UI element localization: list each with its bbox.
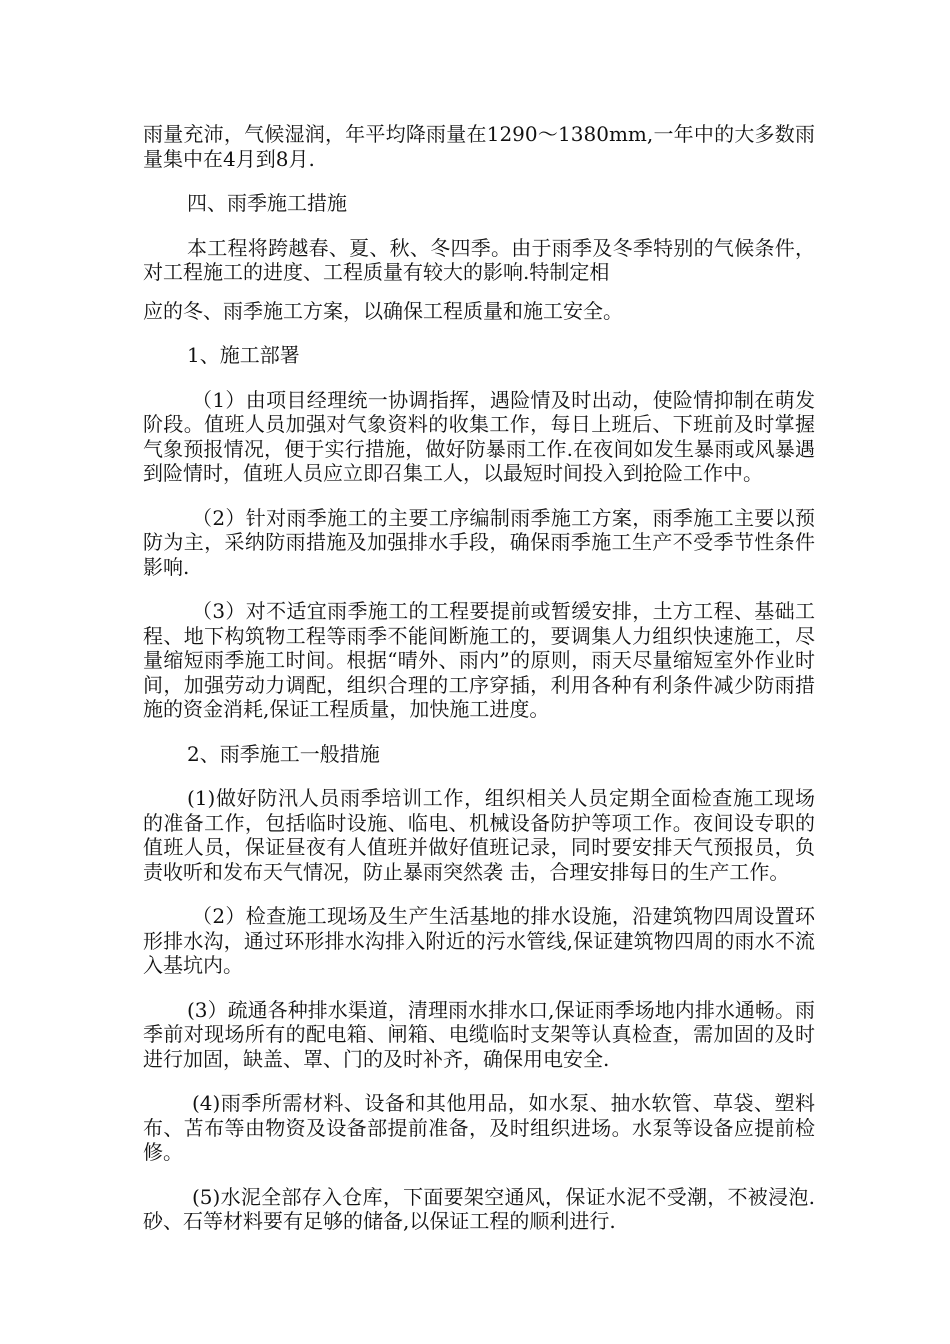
paragraph-deployment-1: （1）由项目经理统一协调指挥，遇险情及时出动，使险情抑制在萌发阶段。值班人员加强对气象资料的收集工作，每日上班后、下班前及时掌握气象预报情况，便于实行措施，做好防暴雨工作.在夜间如发生暴雨或风暴遇到险情时，值班人员应立即召集工人，以最短时间投入到抢险工作中。: [143, 387, 815, 485]
section-heading-rainy-season-measures: 四、雨季施工措施: [187, 191, 347, 215]
paragraph-climate: 雨量充沛，气候湿润，年平均降雨量在1290～1380mm,一年中的大多数雨量集中在4月到8月.: [143, 122, 815, 171]
paragraph-measure-4: (4)雨季所需材料、设备和其他用品，如水泵、抽水软管、草袋、塑料布、苫布等由物资及设备部提前准备，及时组织进场。水泵等设备应提前检修。: [143, 1091, 815, 1164]
paragraph-measure-1: (1)做好防汛人员雨季培训工作，组织相关人员定期全面检查施工现场的准备工作，包括临时设施、临电、机械设备防护等项工作。夜间设专职的值班人员，保证昼夜有人值班并做好值班记录，同时要安排天气预报员，负责收听和发布天气情况，防止暴雨突然袭 击，合理安排每日的生产工作。: [143, 786, 815, 884]
paragraph-measure-2: （2）检查施工现场及生产生活基地的排水设施，沿建筑物四周设置环形排水沟，通过环形排水沟排入附近的污水管线,保证建筑物四周的雨水不流入基坑内。: [143, 904, 815, 977]
subheading-general-measures: 2、雨季施工一般措施: [187, 741, 380, 766]
paragraph-deployment-3: （3）对不适宜雨季施工的工程要提前或暂缓安排，土方工程、基础工程、地下构筑物工程等雨季不能间断施工的，要调集人力组织快速施工，尽量缩短雨季施工时间。根据“晴外、雨内”的原则，雨天尽量缩短室外作业时间，加强劳动力调配，组织合理的工序穿插，利用各种有利条件减少防雨措施的资金消耗,保证工程质量，加快施工进度。: [143, 599, 815, 721]
subheading-construction-deployment: 1、施工部署: [187, 343, 300, 367]
document-body: [143, 122, 815, 1254]
paragraph-deployment-2: （2）针对雨季施工的主要工序编制雨季施工方案，雨季施工主要以预防为主，采纳防雨措施及加强排水手段，确保雨季施工生产不受季节性条件影响.: [143, 505, 815, 579]
paragraph-intro: 本工程将跨越春、夏、秋、冬四季。由于雨季及冬季特别的气候条件，对工程施工的进度、工程质量有较大的影响.特制定相: [143, 235, 815, 284]
paragraph-measure-5: (5)水泥全部存入仓库，下面要架空通风，保证水泥不受潮，不被浸泡.砂、石等材料要有足够的储备,以保证工程的顺利进行.: [143, 1184, 815, 1233]
paragraph-intro-continued: 应的冬、雨季施工方案，以确保工程质量和施工安全。: [143, 298, 623, 323]
paragraph-measure-3: (3）疏通各种排水渠道，清理雨水排水口,保证雨季场地内排水通畅。雨季前对现场所有的配电箱、闸箱、电缆临时支架等认真检查，需加固的及时进行加固，缺盖、罩、门的及时补齐，确保用电安全.: [143, 997, 815, 1071]
